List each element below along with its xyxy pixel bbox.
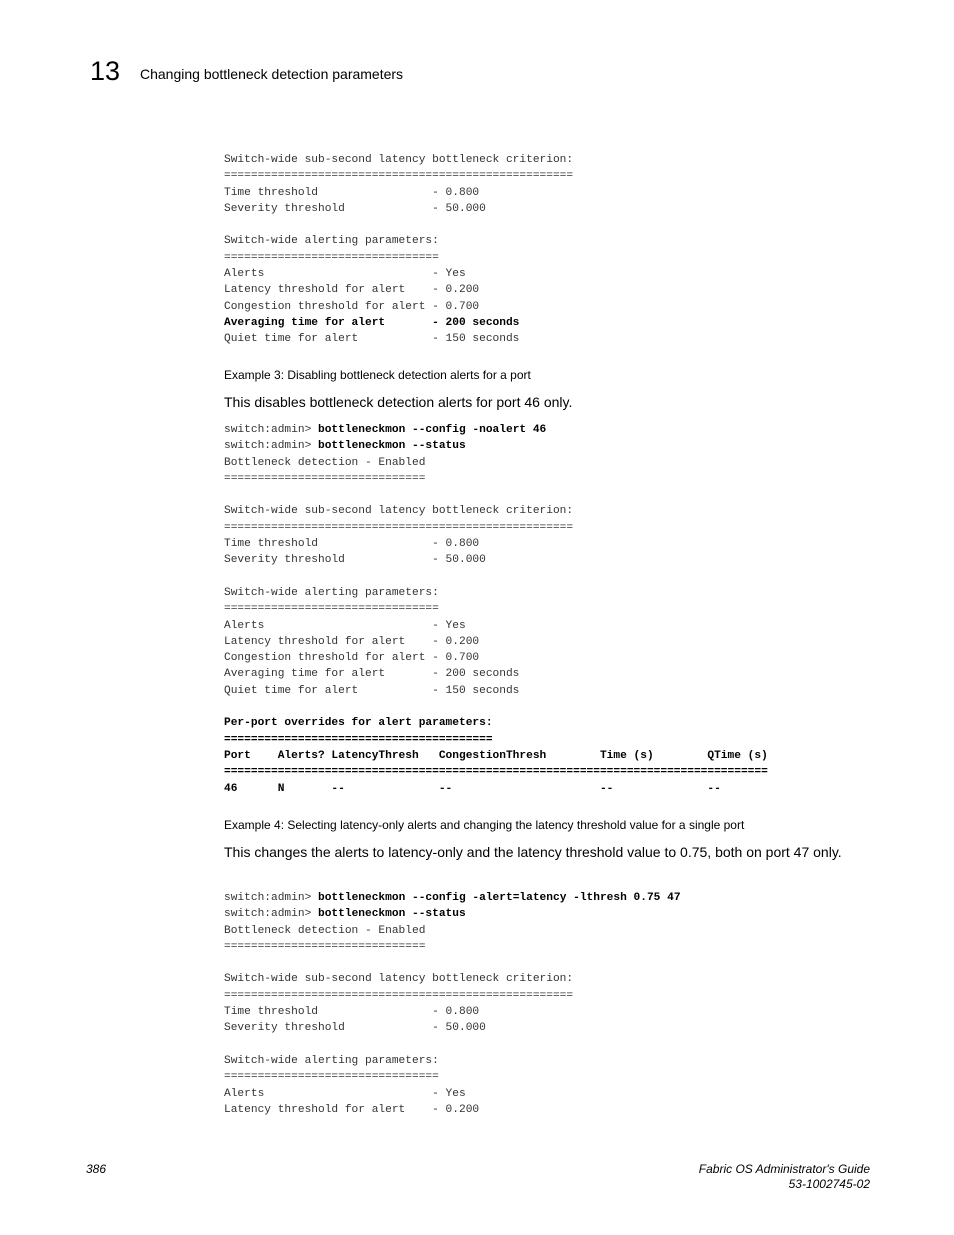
code-line: ================================ — [224, 1071, 439, 1084]
code-line: Latency threshold for alert - 0.200 — [224, 284, 480, 297]
code-line: Severity threshold - 50.000 — [224, 1022, 486, 1035]
code-line: Switch-wide sub-second latency bottleneck criterion: — [224, 973, 574, 986]
code-line: Switch-wide alerting parameters: — [224, 1054, 439, 1067]
code-line: Severity threshold - 50.000 — [224, 554, 486, 567]
code-line: Switch-wide sub-second latency bottleneck criterion: — [224, 154, 574, 166]
code-line: Bottleneck detection - Enabled — [224, 924, 426, 937]
code-line: Averaging time for alert - 200 seconds — [224, 668, 520, 681]
code-block-example-4 — [224, 890, 681, 1118]
example-3-description: This disables bottleneck detection alerts for port 46 only. — [224, 394, 573, 410]
code-line: Switch-wide alerting parameters: — [224, 235, 439, 248]
code-line: Time threshold - 0.800 — [224, 538, 480, 551]
overrides-table-row: 46 N -- -- -- -- — [224, 782, 721, 795]
code-line-highlighted: Averaging time for alert - 200 seconds — [224, 316, 520, 329]
code-block-criterion-alerting — [224, 152, 573, 348]
page-number: 386 — [86, 1162, 107, 1176]
footer-document-info — [699, 1162, 870, 1192]
running-header-title: Changing bottleneck detection parameters — [140, 66, 404, 82]
code-line: Congestion threshold for alert - 0.700 — [224, 300, 480, 313]
code-line: Alerts - Yes — [224, 1087, 466, 1100]
code-line: ================================ — [224, 251, 439, 264]
code-line: Quiet time for alert - 150 seconds — [224, 684, 520, 697]
command-prompt: switch:admin> — [224, 440, 318, 453]
command-prompt: switch:admin> — [224, 908, 318, 921]
code-line-separator: ================================================================================= — [224, 766, 768, 779]
code-line: ==================================================== — [224, 989, 574, 1002]
code-line: Bottleneck detection - Enabled — [224, 456, 426, 469]
code-line: Severity threshold - 50.000 — [224, 202, 486, 215]
code-line: Congestion threshold for alert - 0.700 — [224, 652, 480, 665]
code-line: Switch-wide sub-second latency bottleneck criterion: — [224, 505, 574, 518]
document-number: 53-1002745-02 — [788, 1177, 870, 1191]
code-line: Latency threshold for alert - 0.200 — [224, 1103, 480, 1116]
code-line-command — [224, 440, 466, 452]
code-line: ============================== — [224, 472, 426, 485]
code-line-command — [224, 424, 546, 436]
code-line: Time threshold - 0.800 — [224, 1006, 480, 1019]
code-line: Alerts - Yes — [224, 619, 466, 632]
example-3-heading: Example 3: Disabling bottleneck detection alerts for a port — [224, 368, 531, 382]
code-line: ============================== — [224, 940, 426, 953]
command-text: bottleneckmon --config -alert=latency -lthresh 0.75 47 — [318, 892, 681, 904]
code-line: ================================ — [224, 603, 439, 616]
guide-title: Fabric OS Administrator's Guide — [698, 1162, 870, 1176]
command-text: bottleneckmon --config -noalert 46 — [318, 424, 547, 436]
code-line: Quiet time for alert - 150 seconds — [224, 333, 520, 346]
command-prompt: switch:admin> — [224, 892, 318, 904]
code-line-command — [224, 892, 681, 904]
code-line: ==================================================== — [224, 170, 574, 183]
per-port-overrides-heading: Per-port overrides for alert parameters: — [224, 717, 493, 730]
code-line: Latency threshold for alert - 0.200 — [224, 635, 480, 648]
example-4-description: This changes the alerts to latency-only and the latency threshold value to 0.75, both on port 47 only. — [224, 844, 842, 860]
code-line: Switch-wide alerting parameters: — [224, 586, 439, 599]
code-line-separator: ======================================== — [224, 733, 493, 746]
example-4-heading: Example 4: Selecting latency-only alerts and changing the latency threshold value for a single port — [224, 818, 745, 832]
overrides-table-header: Port Alerts? LatencyThresh CongestionThresh Time (s) QTime (s) — [224, 749, 768, 762]
command-text: bottleneckmon --status — [318, 908, 466, 921]
code-line: Alerts - Yes — [224, 268, 466, 281]
command-prompt: switch:admin> — [224, 424, 318, 436]
code-line: Time threshold - 0.800 — [224, 186, 480, 199]
command-text: bottleneckmon --status — [318, 440, 466, 453]
code-line-command — [224, 908, 466, 920]
code-line: ==================================================== — [224, 521, 574, 534]
chapter-number: 13 — [90, 56, 121, 86]
code-block-example-3 — [224, 422, 768, 797]
